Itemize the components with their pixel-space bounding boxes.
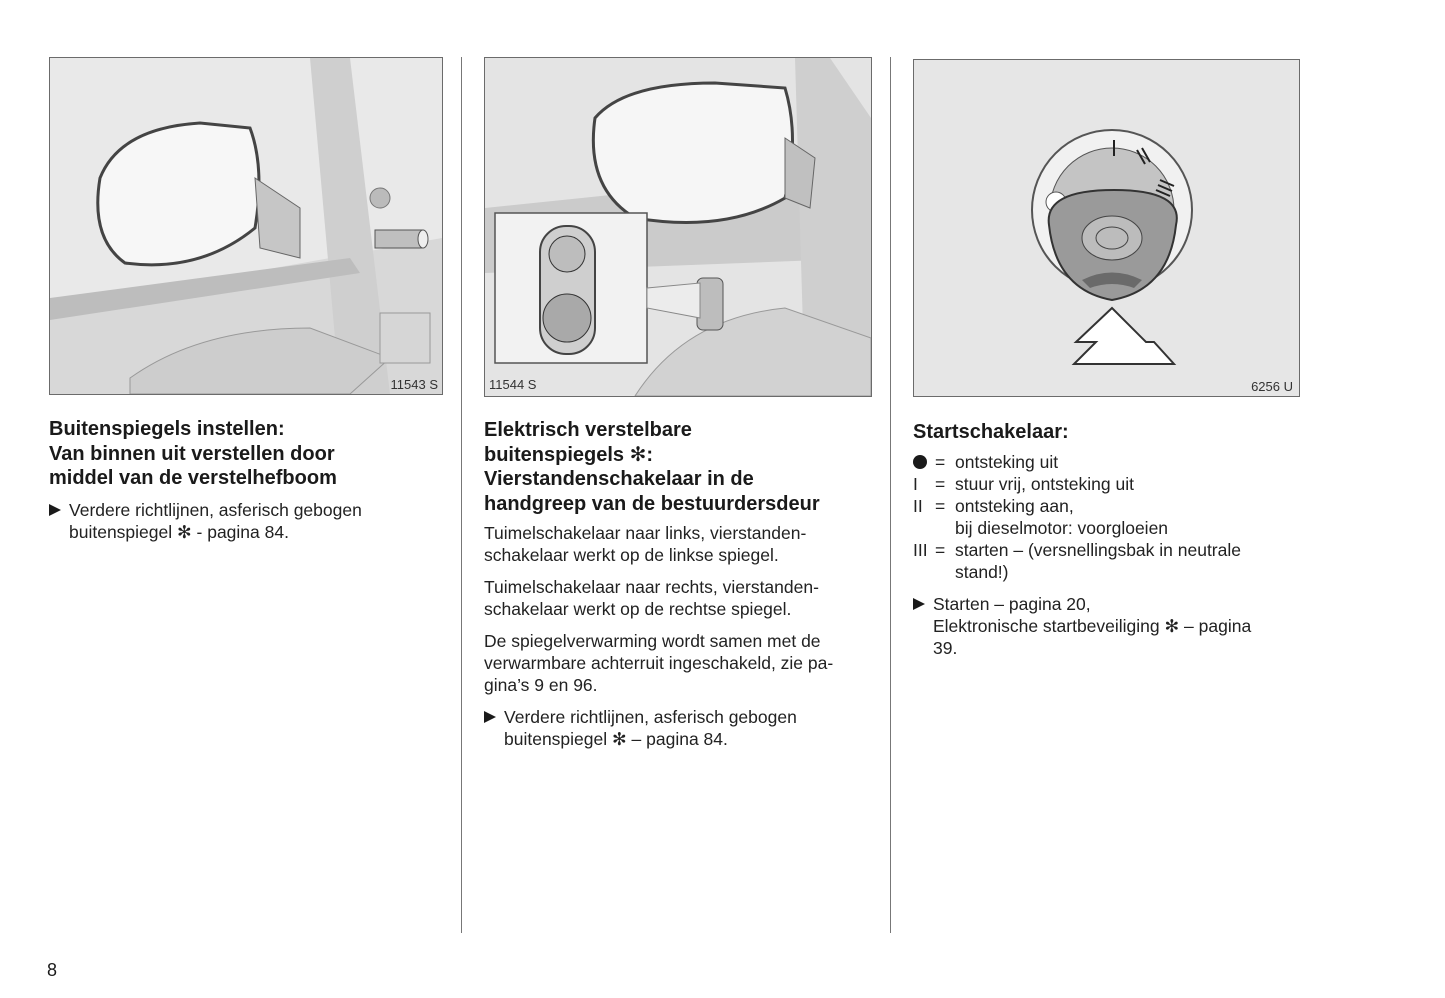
ignition-positions-legend xyxy=(913,451,1313,583)
section-heading: Startschakelaar: xyxy=(913,421,1069,443)
figure-mirror-switch xyxy=(484,57,872,397)
paragraph: Tuimelschakelaar naar rechts, vierstanden- schakelaar werkt op de rechtse spiegel. xyxy=(484,577,819,619)
arrow-right-icon xyxy=(49,504,61,516)
figure-mirror-lever xyxy=(49,57,443,395)
cross-reference: Verdere richtlijnen, asferisch gebogen buitenspiegel ✻ – pagina 84. xyxy=(484,706,884,750)
mirror-switch-illustration xyxy=(485,58,871,396)
figure-code: 6256 U xyxy=(1251,379,1293,394)
page-number: 8 xyxy=(47,960,58,980)
legend-row: I = stuur vrij, ontsteking uit xyxy=(913,473,1134,494)
cross-reference: Verdere richtlijnen, asferisch gebogen buitenspiegel ✻ - pagina 84. xyxy=(49,499,449,543)
section-heading: Elektrisch verstelbare buitenspiegels ✻: Vierstandenschakelaar in de handgreep van de bestuurdersdeur xyxy=(484,419,820,515)
legend-row: III = starten – (versnellingsbak in neutrale xyxy=(913,539,1241,560)
arrow-right-icon xyxy=(484,711,496,723)
section-mirror-lever xyxy=(49,417,449,543)
column-divider xyxy=(461,57,462,933)
section-ignition-switch xyxy=(913,420,1313,659)
paragraph: De spiegelverwarming wordt samen met de verwarmbare achterruit ingeschakeld, zie pa- gina’s 9 en 96. xyxy=(484,631,834,695)
paragraph: Tuimelschakelaar naar links, vierstanden- schakelaar werkt op de linkse spiegel. xyxy=(484,523,807,565)
cross-reference: Starten – pagina 20, Elektronische startbeveiliging ✻ – pagina 39. xyxy=(913,593,1313,659)
section-heading: Buitenspiegels instellen: Van binnen uit verstellen door middel van de verstelhefboom xyxy=(49,418,337,489)
figure-ignition-switch xyxy=(913,59,1300,397)
legend-row: II = ontsteking aan, xyxy=(913,495,1074,516)
mirror-lever-illustration xyxy=(50,58,442,394)
legend-row: = ontsteking uit xyxy=(913,451,1313,473)
arrow-right-icon xyxy=(913,598,925,610)
legend-row: stand!) xyxy=(955,561,1009,582)
figure-code: 11543 S xyxy=(390,377,438,392)
ignition-switch-illustration xyxy=(914,60,1299,396)
section-electric-mirrors xyxy=(484,418,884,750)
figure-code: 11544 S xyxy=(489,377,537,392)
legend-row: bij dieselmotor: voorgloeien xyxy=(955,517,1169,538)
column-divider xyxy=(890,57,891,933)
filled-dot-icon xyxy=(913,455,927,469)
